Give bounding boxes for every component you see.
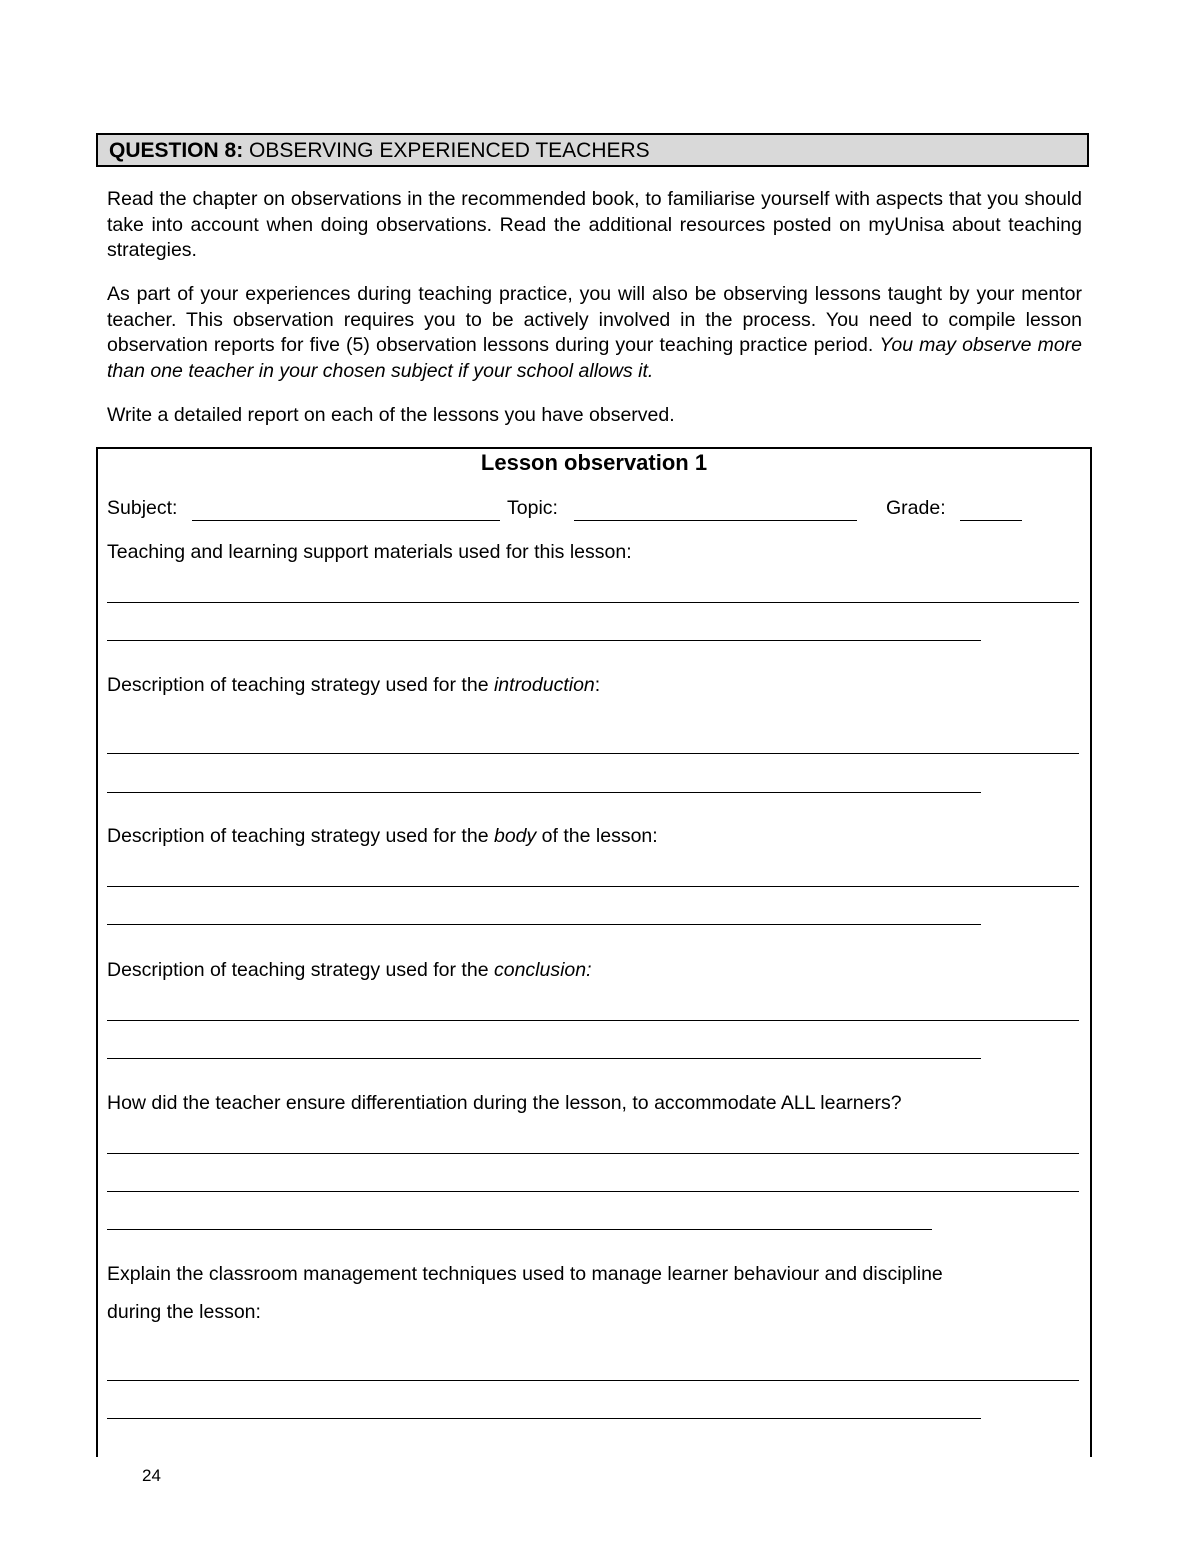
intro-paragraph-2 [107, 282, 1082, 384]
answer-line[interactable] [107, 1229, 932, 1230]
introduction-prompt [107, 674, 600, 697]
body-prompt-emphasis: body [493, 825, 537, 847]
answer-line[interactable] [107, 1418, 981, 1419]
answer-line[interactable] [107, 602, 1079, 603]
answer-line[interactable] [107, 1191, 1079, 1192]
lesson-title: Lesson observation 1 [480, 450, 708, 475]
answer-line[interactable] [107, 1153, 1079, 1154]
classroom-management-prompt-line-1: Explain the classroom management techniques used to manage learner behaviour and discipline [107, 1263, 943, 1285]
intro-paragraph-1: Read the chapter on observations in the recommended book, to familiarise yourself with aspects that you should take into account when doing observations. Read the additional resources posted on myUnisa about teaching strategies. [107, 188, 1082, 261]
differentiation-prompt: How did the teacher ensure differentiation during the lesson, to accommodate ALL learners? [107, 1092, 902, 1114]
answer-line[interactable] [107, 792, 981, 793]
grade-label: Grade: [886, 497, 946, 519]
body-prompt [107, 825, 658, 848]
page-number: 24 [142, 1466, 161, 1485]
body-prompt-end: of the lesson: [536, 825, 658, 847]
conclusion-prompt-emphasis: conclusion: [493, 959, 592, 981]
introduction-prompt-end: : [594, 674, 601, 696]
introduction-prompt-text: Description of teaching strategy used for the [107, 674, 494, 696]
answer-line[interactable] [107, 1380, 1079, 1381]
subject-label: Subject: [107, 497, 178, 519]
grade-field-line[interactable] [960, 520, 1022, 521]
introduction-prompt-emphasis: introduction [493, 674, 595, 696]
topic-field-line[interactable] [574, 520, 857, 521]
intro-paragraph-3: Write a detailed report on each of the lessons you have observed. [107, 404, 675, 426]
answer-line[interactable] [107, 640, 981, 641]
conclusion-prompt [107, 959, 592, 982]
classroom-management-prompt-line-2: during the lesson: [107, 1301, 261, 1323]
answer-line[interactable] [107, 1058, 981, 1059]
question-label: QUESTION 8: [109, 139, 244, 162]
intro-paragraph-2-text: As part of your experiences during teaching practice, you will also be observing lessons taught by your mentor teacher. This observation requires you to be actively involved in the process. You need to compile lesson observation reports for five (5) observation lessons during your teaching practice period. [107, 283, 1082, 356]
topic-label: Topic: [507, 497, 558, 519]
question-title: OBSERVING EXPERIENCED TEACHERS [249, 139, 650, 162]
subject-field-line[interactable] [192, 520, 500, 521]
answer-line[interactable] [107, 924, 981, 925]
conclusion-prompt-text: Description of teaching strategy used for the [107, 959, 494, 981]
question-heading [96, 133, 1089, 167]
answer-line[interactable] [107, 1020, 1079, 1021]
intro-paragraph-2-italic: You may observe more than one teacher in your chosen subject if your school allows it. [107, 334, 1083, 382]
materials-prompt: Teaching and learning support materials used for this lesson: [107, 541, 632, 563]
answer-line[interactable] [107, 753, 1079, 754]
body-prompt-text: Description of teaching strategy used for the [107, 825, 494, 847]
answer-line[interactable] [107, 886, 1079, 887]
